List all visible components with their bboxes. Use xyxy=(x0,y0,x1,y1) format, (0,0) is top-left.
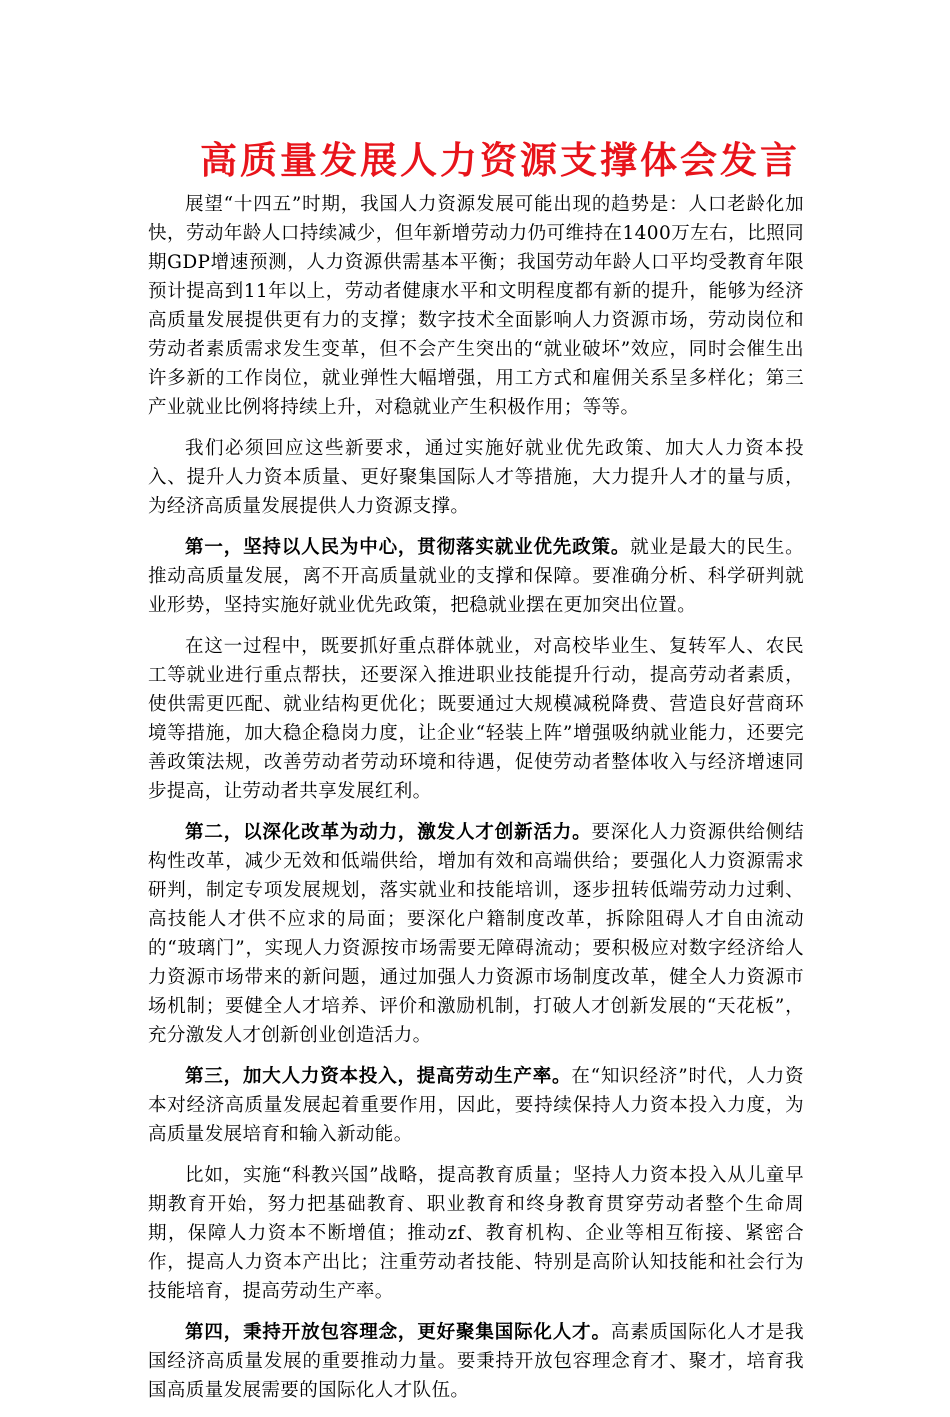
paragraph-3 xyxy=(148,533,804,620)
paragraph-5 xyxy=(148,818,804,1050)
paragraph-lead: 第三，加大人力资本投入，提高劳动生产率。 xyxy=(185,1066,572,1087)
paragraph-7 xyxy=(148,1161,804,1306)
paragraph-text: 展望“十四五”时期，我国人力资源发展可能出现的趋势是：人口老龄化加快，劳动年龄人口持续减少，但年新增劳动力仍可维持在1400万左右，比照同期GDP增速预测，人力资源供需基本平衡；我国劳动年龄人口平均受教育年限预计提高到11年以上，劳动者健康水平和文明程度都有新的提升，能够为经济高质量发展提供更有力的支撑；数字技术全面影响人力资源市场，劳动岗位和劳动者素质需求发生变革，但不会产生突出的“就业破坏”效应，同时会催生出许多新的工作岗位，就业弹性大幅增强，用工方式和雇佣关系呈多样化；第三产业就业比例将持续上升，对稳就业产生积极作用；等等。 xyxy=(148,194,804,418)
paragraph-1 xyxy=(148,190,804,422)
paragraph-lead: 第一，坚持以人民为中心，贯彻落实就业优先政策。 xyxy=(185,537,631,558)
paragraph-lead: 第二，以深化改革为动力，激发人才创新活力。 xyxy=(185,822,592,843)
paragraph-text: 高素质国际化人才是我国经济高质量发展的重要推动力量。要秉持开放包容理念育才、聚才，培育我国高质量发展需要的国际化人才队伍。 xyxy=(148,1322,804,1401)
document-body xyxy=(148,190,804,1417)
paragraph-8 xyxy=(148,1318,804,1405)
paragraph-text: 我们必须回应这些新要求，通过实施好就业优先政策、加大人力资本投入、提升人力资本质量、更好聚集国际人才等措施，大力提升人才的量与质，为经济高质量发展提供人力资源支撑。 xyxy=(148,438,804,517)
paragraph-4 xyxy=(148,632,804,806)
paragraph-text: 要深化人力资源供给侧结构性改革，减少无效和低端供给，增加有效和高端供给；要强化人力资源需求研判，制定专项发展规划，落实就业和技能培训，逐步扭转低端劳动力过剩、高技能人才供不应求的局面；要深化户籍制度改革，拆除阻碍人才自由流动的“玻璃门”，实现人力资源按市场需要无障碍流动；要积极应对数字经济给人力资源市场带来的新问题，通过加强人力资源市场制度改革，健全人力资源市场机制；要健全人才培养、评价和激励机制，打破人才创新发展的“天花板”，充分激发人才创新创业创造活力。 xyxy=(148,822,804,1046)
paragraph-lead: 第四，秉持开放包容理念，更好聚集国际化人才。 xyxy=(185,1322,611,1343)
paragraph-text: 比如，实施“科教兴国”战略，提高教育质量；坚持人力资本投入从儿童早期教育开始，努力把基础教育、职业教育和终身教育贯穿劳动者整个生命周期，保障人力资本不断增值；推动zf、教育机构、企业等相互衔接、紧密合作，提高人力资本产出比；注重劳动者技能、特别是高阶认知技能和社会行为技能培育，提高劳动生产率。 xyxy=(148,1165,804,1302)
paragraph-6 xyxy=(148,1062,804,1149)
paragraph-text: 在“知识经济”时代，人力资本对经济高质量发展起着重要作用，因此，要持续保持人力资本投入力度，为高质量发展培育和输入新动能。 xyxy=(148,1066,804,1145)
paragraph-text: 在这一过程中，既要抓好重点群体就业，对高校毕业生、复转军人、农民工等就业进行重点帮扶，还要深入推进职业技能提升行动，提高劳动者素质，使供需更匹配、就业结构更优化；既要通过大规模减税降费、营造良好营商环境等措施，加大稳企稳岗力度，让企业“轻装上阵”增强吸纳就业能力，还要完善政策法规，改善劳动者劳动环境和待遇，促使劳动者整体收入与经济增速同步提高，让劳动者共享发展红利。 xyxy=(148,636,804,802)
paragraph-2 xyxy=(148,434,804,521)
document-title: 高质量发展人力资源支撑体会发言 xyxy=(200,138,800,182)
paragraph-text: 就业是最大的民生。推动高质量发展，离不开高质量就业的支撑和保障。要准确分析、科学研判就业形势，坚持实施好就业优先政策，把稳就业摆在更加突出位置。 xyxy=(148,537,804,616)
